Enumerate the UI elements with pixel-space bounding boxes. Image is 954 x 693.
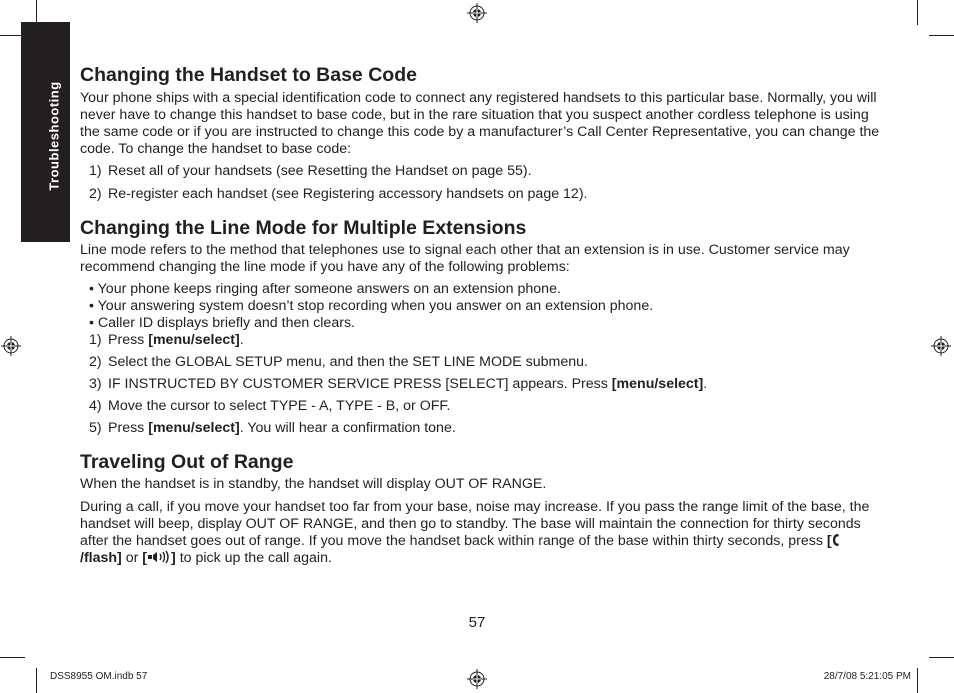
- step-number: 2): [89, 354, 102, 370]
- step-list: [80, 163, 880, 203]
- section-paragraph: Your phone ships with a special identification code to connect any registered handsets to this particular base. Normally, you will never have to change this handset to base code, but in the rare situation that you suspect another cordless telephone is using the same code or if you are instructed to change this code by a manufacturer’s Call Center Representative, you can change the code. To change the handset to base code:: [80, 90, 880, 157]
- registration-mark-icon: [1, 336, 21, 356]
- page-number: 57: [468, 614, 486, 631]
- list-item: • Caller ID displays briefly and then clears.: [89, 315, 355, 331]
- handset-icon: [832, 533, 840, 547]
- speaker-icon: [147, 550, 171, 564]
- key-label: [menu/select]: [611, 376, 704, 392]
- crop-mark: [917, 0, 918, 25]
- step-number: 4): [89, 398, 102, 414]
- paragraph-text: During a call, if you move your handset too far from your base, noise may increase. If you pass the range limit of the base, the handset will beep, display OUT OF RANGE, and then go to standby. The base will maintain the connection for thirty seconds after the handset goes out of range. If you move the handset back within range of the base within thirty seconds, press: [80, 499, 870, 549]
- crop-mark: [929, 657, 954, 658]
- step-number: 2): [89, 186, 102, 202]
- crop-mark: [0, 657, 25, 658]
- step-text: Reset all of your handsets (see Resetting the Handset on page 55).: [108, 163, 532, 179]
- list-item: [80, 332, 880, 349]
- speaker-key: [142, 550, 175, 566]
- step-number: 1): [89, 332, 102, 348]
- list-item: [80, 163, 880, 180]
- section-heading: Traveling Out of Range: [80, 451, 294, 473]
- section-paragraph: Line mode refers to the method that telephones use to signal each other that an extension is in use. Customer service may recommend changing the line mode if you have any of the following problems:: [80, 242, 850, 275]
- registration-mark-icon: [931, 336, 951, 356]
- side-tab: [21, 22, 70, 242]
- section-paragraph: When the handset is in standby, the handset will display OUT OF RANGE.: [80, 476, 547, 492]
- step-text: Select the GLOBAL SETUP menu, and then the SET LINE MODE submenu.: [108, 354, 588, 370]
- paragraph-text: or: [121, 550, 143, 566]
- step-text: . You will hear a confirmation tone.: [239, 420, 456, 436]
- key-label: /flash]: [80, 550, 122, 566]
- footer-right: 28/7/08 5:21:05 PM: [823, 671, 911, 682]
- step-text: Press: [108, 332, 149, 348]
- step-number: 3): [89, 376, 102, 392]
- list-item: • Your phone keeps ringing after someone answers on an extension phone.: [89, 281, 561, 297]
- section-heading: Changing the Line Mode for Multiple Extensions: [80, 217, 527, 239]
- list-item: [80, 420, 880, 437]
- list-item: [80, 376, 880, 393]
- registration-mark-icon: [467, 669, 487, 689]
- footer-left: DSS8955 OM.indb 57: [50, 671, 148, 682]
- key-label: [menu/select]: [148, 420, 240, 436]
- crop-mark: [917, 668, 918, 693]
- list-item: • Your answering system doesn’t stop recording when you answer on an extension phone.: [89, 298, 654, 314]
- list-item: [80, 354, 880, 371]
- side-tab-label: Troubleshooting: [46, 81, 62, 191]
- bracket: [: [142, 550, 148, 566]
- bracket: ]: [171, 550, 176, 566]
- step-number: 1): [89, 163, 102, 179]
- step-list: [80, 332, 880, 437]
- page-content: [80, 63, 880, 567]
- bullet-list: [80, 281, 880, 332]
- key-label: [menu/select]: [148, 332, 240, 348]
- step-text: Press: [108, 420, 149, 436]
- section-paragraph: [80, 499, 880, 567]
- step-text: IF INSTRUCTED BY CUSTOMER SERVICE PRESS [SELECT] appears. Press: [108, 376, 612, 392]
- step-text: Re-register each handset (see Registering accessory handsets on page 12).: [108, 186, 588, 202]
- section-heading: Changing the Handset to Base Code: [80, 64, 417, 86]
- crop-mark: [929, 35, 954, 36]
- step-text: .: [703, 376, 708, 392]
- step-text: Move the cursor to select TYPE - A, TYPE - B, or OFF.: [108, 398, 451, 414]
- crop-mark: [36, 668, 37, 693]
- list-item: [80, 186, 880, 203]
- step-text: .: [239, 332, 244, 348]
- paragraph-text: to pick up the call again.: [175, 550, 332, 566]
- bracket: [: [826, 533, 832, 549]
- step-number: 5): [89, 420, 102, 436]
- registration-mark-icon: [467, 3, 487, 23]
- list-item: [80, 398, 880, 415]
